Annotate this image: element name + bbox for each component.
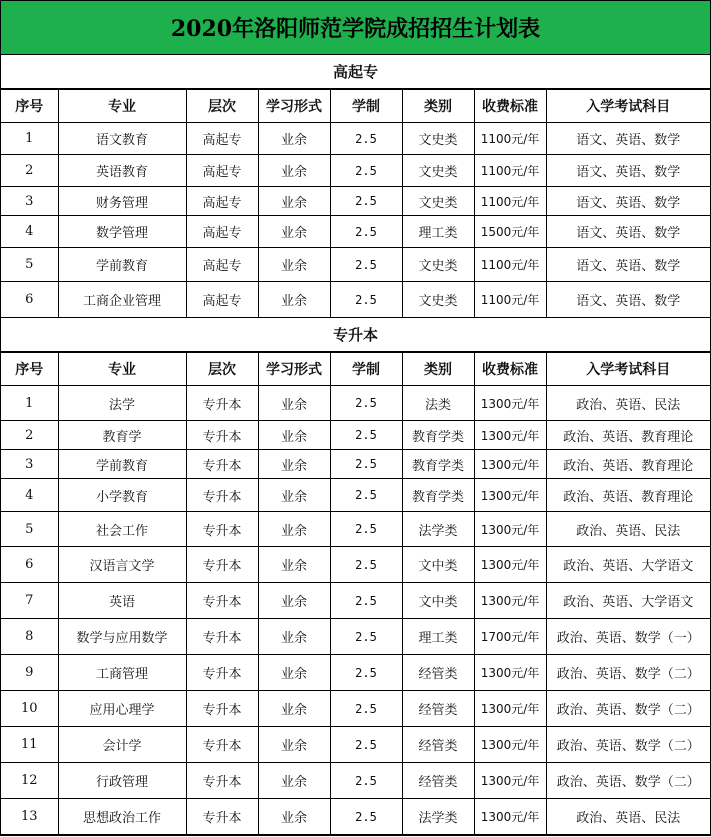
cell-study-mode: 业余 [258, 727, 330, 763]
cell-level: 高起专 [186, 187, 258, 216]
cell-major: 思想政治工作 [58, 799, 186, 835]
cell-seq: 4 [1, 479, 58, 512]
table-row [1, 386, 710, 421]
cell-seq: 7 [1, 583, 58, 619]
plan-table [1, 89, 710, 318]
column-header-study-mode: 学习形式 [258, 90, 330, 123]
cell-major: 英语教育 [58, 155, 186, 187]
cell-level: 专升本 [186, 763, 258, 799]
cell-seq: 4 [1, 216, 58, 248]
cell-category: 文史类 [402, 282, 474, 318]
cell-fee: 1100元/年 [474, 248, 546, 282]
cell-seq: 10 [1, 691, 58, 727]
page-title: 2020年洛阳师范学院成招招生计划表 [1, 1, 710, 55]
column-header-fee: 收费标准 [474, 353, 546, 386]
cell-study-mode: 业余 [258, 512, 330, 547]
cell-seq: 1 [1, 386, 58, 421]
cell-duration: 2.5 [330, 421, 402, 450]
cell-exam-subjects: 政治、英语、教育理论 [546, 450, 710, 479]
cell-major: 法学 [58, 386, 186, 421]
cell-category: 文史类 [402, 123, 474, 155]
cell-level: 高起专 [186, 155, 258, 187]
cell-fee: 1300元/年 [474, 547, 546, 583]
cell-study-mode: 业余 [258, 450, 330, 479]
cell-exam-subjects: 语文、英语、数学 [546, 187, 710, 216]
cell-fee: 1300元/年 [474, 691, 546, 727]
cell-duration: 2.5 [330, 512, 402, 547]
cell-exam-subjects: 政治、英语、数学（二） [546, 655, 710, 691]
table-header-row [1, 353, 710, 386]
cell-fee: 1300元/年 [474, 450, 546, 479]
cell-category: 文中类 [402, 583, 474, 619]
cell-level: 专升本 [186, 799, 258, 835]
cell-study-mode: 业余 [258, 763, 330, 799]
cell-major: 小学教育 [58, 479, 186, 512]
cell-category: 法学类 [402, 799, 474, 835]
cell-seq: 2 [1, 421, 58, 450]
cell-exam-subjects: 政治、英语、民法 [546, 386, 710, 421]
cell-category: 文中类 [402, 547, 474, 583]
cell-level: 专升本 [186, 619, 258, 655]
column-header-level: 层次 [186, 353, 258, 386]
cell-major: 语文教育 [58, 123, 186, 155]
cell-level: 专升本 [186, 479, 258, 512]
cell-major: 英语 [58, 583, 186, 619]
cell-seq: 1 [1, 123, 58, 155]
cell-level: 专升本 [186, 450, 258, 479]
column-header-fee: 收费标准 [474, 90, 546, 123]
column-header-major: 专业 [58, 353, 186, 386]
column-header-study-mode: 学习形式 [258, 353, 330, 386]
cell-fee: 1700元/年 [474, 619, 546, 655]
table-row [1, 691, 710, 727]
section-title: 专升本 [1, 318, 710, 352]
cell-duration: 2.5 [330, 450, 402, 479]
table-row [1, 216, 710, 248]
cell-category: 文史类 [402, 248, 474, 282]
cell-exam-subjects: 政治、英语、数学（二） [546, 763, 710, 799]
table-row [1, 619, 710, 655]
cell-fee: 1100元/年 [474, 155, 546, 187]
cell-duration: 2.5 [330, 187, 402, 216]
cell-category: 教育学类 [402, 450, 474, 479]
cell-exam-subjects: 政治、英语、数学（二） [546, 727, 710, 763]
cell-duration: 2.5 [330, 386, 402, 421]
column-header-category: 类别 [402, 90, 474, 123]
cell-fee: 1300元/年 [474, 727, 546, 763]
cell-duration: 2.5 [330, 691, 402, 727]
table-row [1, 547, 710, 583]
cell-fee: 1300元/年 [474, 655, 546, 691]
cell-major: 工商管理 [58, 655, 186, 691]
cell-category: 经管类 [402, 727, 474, 763]
cell-level: 专升本 [186, 691, 258, 727]
cell-study-mode: 业余 [258, 799, 330, 835]
cell-seq: 5 [1, 512, 58, 547]
cell-major: 行政管理 [58, 763, 186, 799]
cell-study-mode: 业余 [258, 547, 330, 583]
cell-category: 理工类 [402, 216, 474, 248]
cell-duration: 2.5 [330, 248, 402, 282]
table-row [1, 187, 710, 216]
cell-fee: 1100元/年 [474, 282, 546, 318]
cell-study-mode: 业余 [258, 479, 330, 512]
cell-seq: 11 [1, 727, 58, 763]
cell-level: 高起专 [186, 248, 258, 282]
cell-category: 经管类 [402, 691, 474, 727]
cell-exam-subjects: 语文、英语、数学 [546, 282, 710, 318]
table-row [1, 763, 710, 799]
cell-fee: 1500元/年 [474, 216, 546, 248]
cell-category: 教育学类 [402, 479, 474, 512]
cell-category: 经管类 [402, 763, 474, 799]
cell-level: 高起专 [186, 216, 258, 248]
cell-fee: 1300元/年 [474, 583, 546, 619]
cell-study-mode: 业余 [258, 248, 330, 282]
cell-level: 专升本 [186, 727, 258, 763]
cell-study-mode: 业余 [258, 187, 330, 216]
cell-study-mode: 业余 [258, 583, 330, 619]
cell-seq: 6 [1, 547, 58, 583]
column-header-exam-subjects: 入学考试科目 [546, 90, 710, 123]
cell-duration: 2.5 [330, 282, 402, 318]
cell-duration: 2.5 [330, 727, 402, 763]
cell-exam-subjects: 政治、英语、大学语文 [546, 583, 710, 619]
cell-study-mode: 业余 [258, 386, 330, 421]
cell-fee: 1300元/年 [474, 799, 546, 835]
column-header-category: 类别 [402, 353, 474, 386]
column-header-exam-subjects: 入学考试科目 [546, 353, 710, 386]
cell-fee: 1300元/年 [474, 479, 546, 512]
cell-category: 法学类 [402, 512, 474, 547]
cell-seq: 8 [1, 619, 58, 655]
cell-exam-subjects: 政治、英语、数学（一） [546, 619, 710, 655]
cell-level: 专升本 [186, 547, 258, 583]
table-row [1, 583, 710, 619]
table-row [1, 450, 710, 479]
column-header-level: 层次 [186, 90, 258, 123]
plan-table [1, 352, 710, 835]
table-row [1, 727, 710, 763]
cell-duration: 2.5 [330, 155, 402, 187]
cell-level: 专升本 [186, 655, 258, 691]
cell-fee: 1100元/年 [474, 123, 546, 155]
cell-exam-subjects: 政治、英语、民法 [546, 512, 710, 547]
cell-duration: 2.5 [330, 763, 402, 799]
cell-duration: 2.5 [330, 583, 402, 619]
cell-exam-subjects: 语文、英语、数学 [546, 123, 710, 155]
column-header-seq: 序号 [1, 353, 58, 386]
cell-study-mode: 业余 [258, 421, 330, 450]
cell-duration: 2.5 [330, 655, 402, 691]
cell-seq: 3 [1, 450, 58, 479]
cell-duration: 2.5 [330, 216, 402, 248]
cell-fee: 1300元/年 [474, 386, 546, 421]
cell-level: 高起专 [186, 282, 258, 318]
cell-major: 应用心理学 [58, 691, 186, 727]
cell-level: 高起专 [186, 123, 258, 155]
cell-category: 经管类 [402, 655, 474, 691]
table-header-row [1, 90, 710, 123]
table-row [1, 421, 710, 450]
cell-fee: 1300元/年 [474, 512, 546, 547]
cell-major: 汉语言文学 [58, 547, 186, 583]
table-row [1, 282, 710, 318]
cell-major: 社会工作 [58, 512, 186, 547]
cell-exam-subjects: 政治、英语、教育理论 [546, 479, 710, 512]
table-row [1, 248, 710, 282]
column-header-major: 专业 [58, 90, 186, 123]
table-row [1, 655, 710, 691]
cell-category: 法类 [402, 386, 474, 421]
cell-duration: 2.5 [330, 547, 402, 583]
cell-duration: 2.5 [330, 479, 402, 512]
column-header-seq: 序号 [1, 90, 58, 123]
cell-study-mode: 业余 [258, 691, 330, 727]
cell-seq: 3 [1, 187, 58, 216]
cell-category: 理工类 [402, 619, 474, 655]
cell-duration: 2.5 [330, 799, 402, 835]
cell-study-mode: 业余 [258, 282, 330, 318]
cell-exam-subjects: 语文、英语、数学 [546, 248, 710, 282]
cell-duration: 2.5 [330, 123, 402, 155]
cell-major: 财务管理 [58, 187, 186, 216]
table-row [1, 123, 710, 155]
cell-level: 专升本 [186, 386, 258, 421]
cell-study-mode: 业余 [258, 655, 330, 691]
cell-seq: 2 [1, 155, 58, 187]
cell-level: 专升本 [186, 421, 258, 450]
cell-exam-subjects: 语文、英语、数学 [546, 155, 710, 187]
column-header-duration: 学制 [330, 353, 402, 386]
cell-seq: 12 [1, 763, 58, 799]
table-row [1, 512, 710, 547]
section-title: 高起专 [1, 55, 710, 89]
cell-fee: 1100元/年 [474, 187, 546, 216]
cell-major: 会计学 [58, 727, 186, 763]
table-row [1, 155, 710, 187]
cell-category: 文史类 [402, 187, 474, 216]
cell-major: 数学管理 [58, 216, 186, 248]
column-header-duration: 学制 [330, 90, 402, 123]
cell-major: 数学与应用数学 [58, 619, 186, 655]
cell-exam-subjects: 政治、英语、大学语文 [546, 547, 710, 583]
cell-fee: 1300元/年 [474, 763, 546, 799]
cell-major: 学前教育 [58, 450, 186, 479]
cell-study-mode: 业余 [258, 216, 330, 248]
cell-study-mode: 业余 [258, 619, 330, 655]
cell-major: 学前教育 [58, 248, 186, 282]
cell-seq: 6 [1, 282, 58, 318]
cell-exam-subjects: 政治、英语、数学（二） [546, 691, 710, 727]
cell-exam-subjects: 语文、英语、数学 [546, 216, 710, 248]
cell-seq: 13 [1, 799, 58, 835]
cell-major: 教育学 [58, 421, 186, 450]
cell-seq: 5 [1, 248, 58, 282]
table-row [1, 799, 710, 835]
cell-study-mode: 业余 [258, 155, 330, 187]
cell-exam-subjects: 政治、英语、教育理论 [546, 421, 710, 450]
cell-study-mode: 业余 [258, 123, 330, 155]
cell-level: 专升本 [186, 512, 258, 547]
cell-level: 专升本 [186, 583, 258, 619]
cell-exam-subjects: 政治、英语、民法 [546, 799, 710, 835]
cell-seq: 9 [1, 655, 58, 691]
table-row [1, 479, 710, 512]
cell-category: 文史类 [402, 155, 474, 187]
cell-category: 教育学类 [402, 421, 474, 450]
sections-container [1, 55, 710, 835]
cell-duration: 2.5 [330, 619, 402, 655]
cell-major: 工商企业管理 [58, 282, 186, 318]
cell-fee: 1300元/年 [474, 421, 546, 450]
